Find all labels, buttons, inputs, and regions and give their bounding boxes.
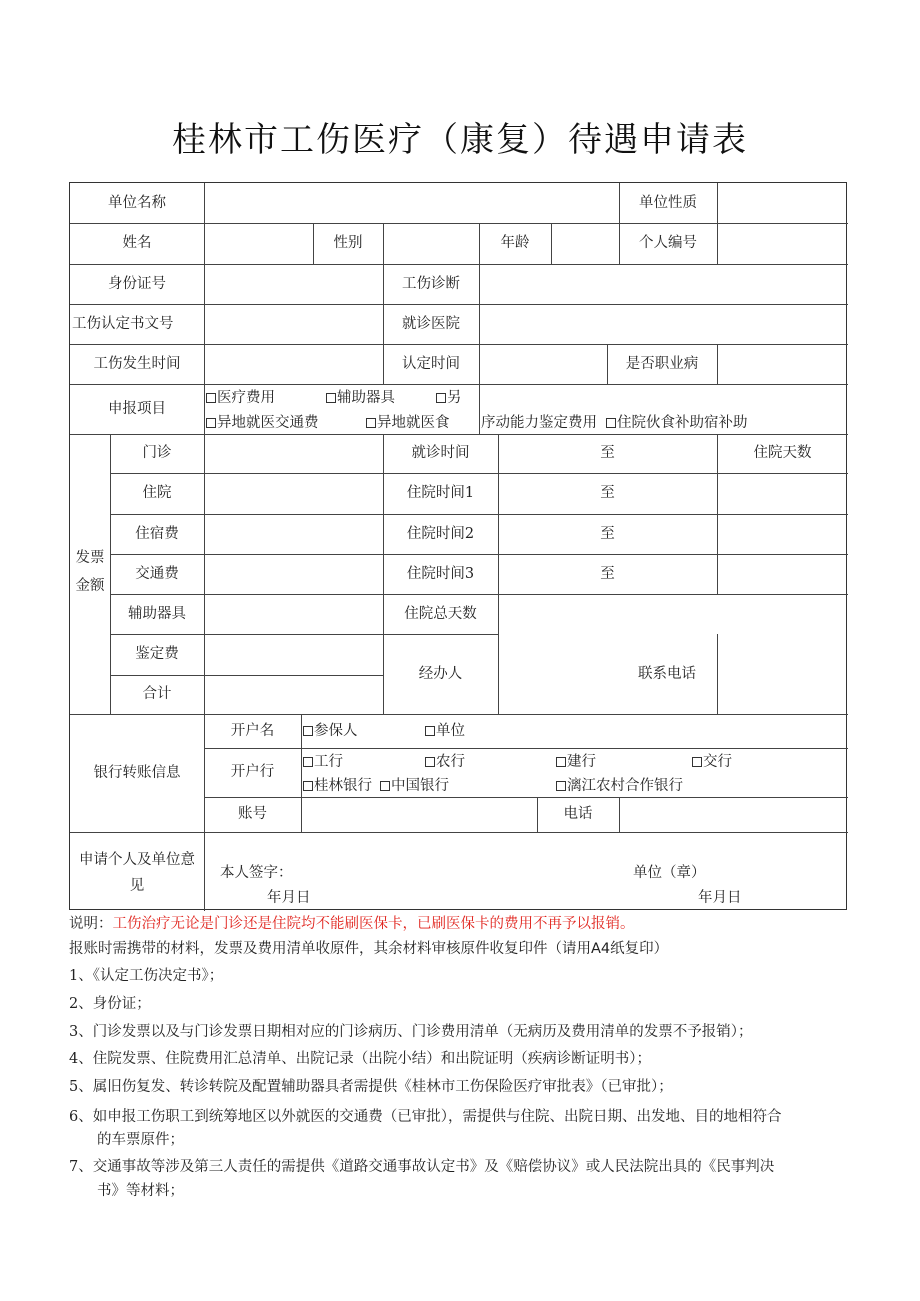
option-icbc[interactable]: 工行 [303, 755, 343, 770]
applicant-date-label: 年月日 [267, 890, 311, 906]
total-label: 合计 [142, 686, 172, 703]
aids-label: 辅助器具 [128, 605, 186, 622]
account-name-label: 开户名 [230, 722, 275, 739]
option-bocom[interactable]: 交行 [692, 755, 732, 770]
checkbox-icon [303, 781, 313, 791]
option-aids[interactable]: 辅助器具 [326, 391, 395, 406]
checkbox-icon [206, 393, 216, 403]
unit-date-label: 年月日 [698, 890, 742, 906]
warning-text: 工伤治疗无论是门诊还是住院均不能刷医保卡，已刷医保卡的费用不再予以报销。 [112, 916, 635, 932]
bank-name-label: 开户行 [230, 764, 275, 781]
transport-label: 交通费 [135, 565, 179, 582]
hosp-days-label: 住院天数 [753, 445, 812, 462]
option-unit[interactable]: 单位 [425, 724, 465, 739]
injury-time-label: 工伤发生时间 [93, 355, 181, 372]
option-ccb[interactable]: 建行 [556, 755, 596, 770]
phone-label: 联系电话 [638, 665, 696, 682]
signature-label: 本人签字： [220, 865, 293, 881]
injury-diagnosis-label: 工伤诊断 [402, 275, 460, 292]
range-to-label: 至 [600, 525, 615, 542]
hosp-time-3-label: 住院时间3 [406, 565, 475, 582]
unit-seal-label: 单位（章） [633, 865, 706, 881]
hosp-time-2-label: 住院时间2 [406, 525, 475, 542]
opinion-label-2: 见 [129, 877, 145, 894]
option-lijiang-rural[interactable]: 漓江农村合作银行 [556, 779, 683, 794]
invoice-group-label-1: 发票 [75, 549, 105, 566]
note-item-continued: 书》等材料； [97, 1183, 184, 1199]
hospital-label: 就诊医院 [402, 315, 460, 332]
page-title: 桂林市工伤医疗（康复）待遇申请表 [172, 120, 748, 160]
option-insured[interactable]: 参保人 [303, 724, 358, 739]
option-line2-tail: 序动能力鉴定费用 [481, 415, 597, 431]
unit-name-label: 单位名称 [108, 194, 166, 211]
personal-number-label: 个人编号 [639, 235, 697, 252]
account-number-label: 账号 [238, 806, 267, 823]
checkbox-icon [380, 781, 390, 791]
injury-doc-number-label: 工伤认定书文号 [72, 316, 174, 332]
outpatient-label: 门诊 [142, 445, 172, 462]
application-form-table [69, 182, 847, 910]
notes-warning-line: 说明：工伤治疗无论是门诊还是住院均不能刷医保卡，已刷医保卡的费用不再予以报销。 [69, 916, 635, 932]
note-item: 3、门诊发票以及与门诊发票日期相对应的门诊病历、门诊费用清单（无病历及费用清单的发票不予报销）； [69, 1024, 753, 1040]
inpatient-label: 住院 [142, 485, 172, 502]
checkbox-icon [606, 418, 616, 428]
option-other[interactable]: 另 [436, 391, 462, 406]
checkbox-icon [436, 393, 446, 403]
note-item: 2、身份证； [69, 996, 151, 1012]
declare-items-label: 申报项目 [108, 400, 166, 417]
checkbox-icon [425, 757, 435, 767]
range-to-label: 至 [600, 485, 615, 502]
note-item: 7、交通事故等涉及第三人责任的需提供《道路交通事故认定书》及《赔偿协议》或人民法院出具的《民事判决 [69, 1159, 775, 1175]
bank-info-label: 银行转账信息 [93, 764, 181, 781]
unit-type-label: 单位性质 [639, 194, 697, 211]
lodging-label: 住宿费 [135, 525, 179, 542]
checkbox-icon [303, 726, 313, 736]
range-to-label: 至 [600, 445, 615, 462]
bank-phone-label: 电话 [563, 806, 593, 823]
checkbox-icon [425, 726, 435, 736]
option-hospital-allowance[interactable]: 住院伙食补助宿补助 [606, 416, 748, 431]
option-abc[interactable]: 农行 [425, 755, 465, 770]
option-guilin-bank[interactable]: 桂林银行 [303, 779, 372, 794]
confirm-time-label: 认定时间 [402, 355, 460, 372]
id-number-label: 身份证号 [108, 275, 166, 292]
option-remote-traffic[interactable]: 异地就医交通费 [206, 416, 319, 431]
checkbox-icon [556, 757, 566, 767]
checkbox-icon [692, 757, 702, 767]
range-to-label: 至 [600, 565, 615, 582]
appraisal-label: 鉴定费 [135, 646, 179, 663]
name-label: 姓名 [122, 235, 152, 252]
note-item-continued: 的车票原件； [97, 1132, 184, 1148]
handler-label: 经办人 [418, 665, 463, 682]
note-item: 6、如申报工伤职工到统筹地区以外就医的交通费（已审批），需提供与住院、出院日期、出发地、目的地相符合 [69, 1109, 782, 1125]
note-item: 5、属旧伤复发、转诊转院及配置辅助器具者需提供《桂林市工伤保险医疗审批表》（已审批）； [69, 1079, 673, 1095]
option-remote-food[interactable]: 异地就医食 [366, 416, 450, 431]
checkbox-icon [326, 393, 336, 403]
note-item: 4、住院发票、住院费用汇总清单、出院记录（出院小结）和出院证明（疾病诊断证明书）； [69, 1051, 651, 1067]
option-boc[interactable]: 中国银行 [380, 779, 449, 794]
visit-time-label: 就诊时间 [411, 445, 470, 462]
checkbox-icon [206, 418, 216, 428]
gender-label: 性别 [333, 235, 363, 252]
checkbox-icon [366, 418, 376, 428]
note-item: 1、《认定工伤决定书》； [69, 968, 224, 984]
opinion-label-1: 申请个人及单位意 [79, 851, 195, 868]
materials-line: 报账时需携带的材料，发票及费用清单收原件，其余材料审核原件收复印件（请用A4纸复印） [69, 941, 669, 957]
age-label: 年龄 [500, 235, 530, 252]
checkbox-icon [303, 757, 313, 767]
total-days-label: 住院总天数 [404, 605, 477, 622]
hosp-time-1-label: 住院时间1 [406, 485, 475, 502]
invoice-group-label-2: 金额 [75, 577, 105, 594]
occupational-disease-label: 是否职业病 [625, 355, 699, 372]
option-medical[interactable]: 医疗费用 [206, 391, 275, 406]
checkbox-icon [556, 781, 566, 791]
